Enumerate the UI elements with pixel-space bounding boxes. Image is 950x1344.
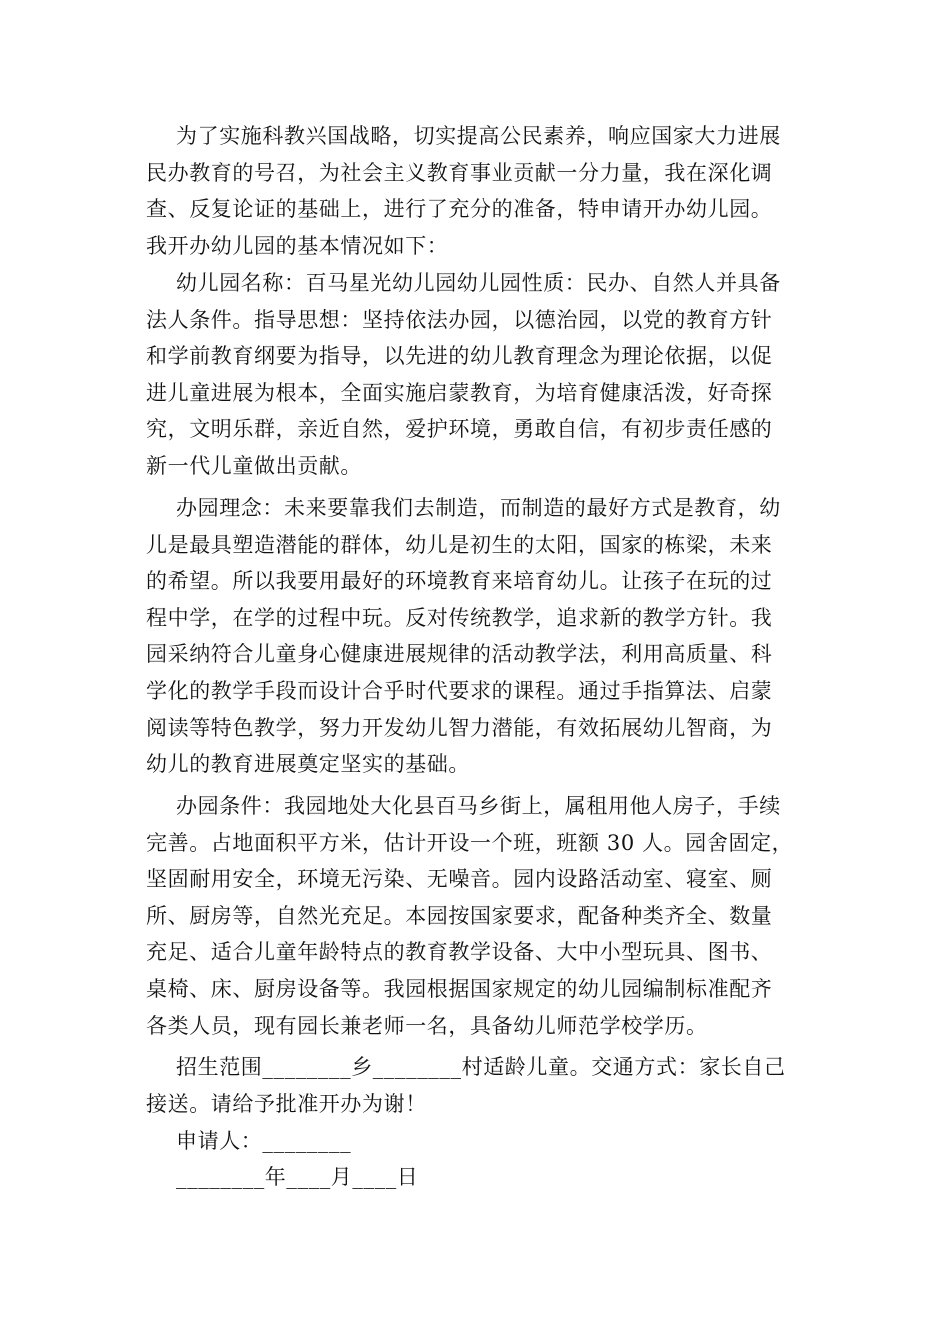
date-line — [146, 1159, 806, 1196]
text-line: 法人条件。指导思想：坚持依法办园，以德治园，以党的教育方针 — [146, 307, 773, 332]
text-line: 程中学，在学的过程中玩。反对传统教学，追求新的教学方针。我 — [146, 605, 773, 630]
text-line: 所、厨房等，自然光充足。本园按国家要求，配备种类齐全、数量 — [146, 903, 773, 928]
text-line: 幼儿的教育进展奠定坚实的基础。 — [146, 752, 470, 777]
text-line: 园采纳符合儿童身心健康进展规律的活动教学法，利用高质量、科 — [146, 642, 773, 667]
text-line: 完善。占地面积平方米，估计开设一个班，班额 30 人。园舍固定， — [146, 830, 794, 855]
text-line: 我开办幼儿园的基本情况如下： — [146, 233, 449, 258]
text-line: 各类人员，现有园长兼老师一名，具备幼儿师范学校学历。 — [146, 1013, 708, 1038]
text-line: ________年____月____日 — [176, 1165, 419, 1189]
text-line: 新一代儿童做出贡献。 — [146, 453, 362, 478]
text-line: 桌椅、床、厨房设备等。我园根据国家规定的幼儿园编制标准配齐 — [146, 976, 773, 1001]
paragraph-conditions — [146, 788, 806, 1044]
text-line: 充足、适合儿童年龄特点的教育教学设备、大中小型玩具、图书、 — [146, 940, 773, 965]
paragraph-philosophy — [146, 490, 806, 783]
paragraph-kindergarten-info — [146, 265, 806, 485]
paragraph-intro — [146, 118, 806, 264]
text-line: 和学前教育纲要为指导，以先进的幼儿教育理念为理论依据，以促 — [146, 344, 773, 369]
text-line: 学化的教学手段而设计合乎时代要求的课程。通过手指算法、启蒙 — [146, 678, 773, 703]
text-line: 办园条件：我园地处大化县百马乡街上，属租用他人房子，手续 — [176, 794, 781, 818]
paragraph-enrollment — [146, 1049, 806, 1122]
text-line: 进儿童进展为根本，全面实施启蒙教育，为培育健康活泼，好奇探 — [146, 380, 773, 405]
text-line: 坚固耐用安全，环境无污染、无噪音。园内设路活动室、寝室、厕 — [146, 867, 773, 892]
text-line: 招生范围________乡________村适龄儿童。交通方式：家长自己 — [176, 1055, 786, 1079]
text-line: 办园理念：未来要靠我们去制造，而制造的最好方式是教育，幼 — [176, 496, 781, 520]
text-line: 申请人：________ — [176, 1129, 352, 1153]
text-line: 为了实施科教兴国战略，切实提高公民素养，响应国家大力进展 — [176, 124, 781, 148]
text-line: 查、反复论证的基础上，进行了充分的准备，特申请开办幼儿园。 — [146, 197, 773, 222]
text-line: 的希望。所以我要用最好的环境教育来培育幼儿。让孩子在玩的过 — [146, 569, 773, 594]
text-line: 幼儿园名称：百马星光幼儿园幼儿园性质：民办、自然人并具备 — [176, 271, 781, 295]
text-line: 民办教育的号召，为社会主义教育事业贡献一分力量，我在深化调 — [146, 160, 773, 185]
text-line: 接送。请给予批准开办为谢！ — [146, 1091, 427, 1116]
text-line: 儿是最具塑造潜能的群体，幼儿是初生的太阳，国家的栋梁，未来 — [146, 532, 773, 557]
text-line: 究，文明乐群，亲近自然，爱护环境，勇敢自信，有初步责任感的 — [146, 417, 773, 442]
text-line: 阅读等特色教学，努力开发幼儿智力潜能，有效拓展幼儿智商，为 — [146, 715, 773, 740]
applicant-signature-line — [146, 1123, 806, 1160]
